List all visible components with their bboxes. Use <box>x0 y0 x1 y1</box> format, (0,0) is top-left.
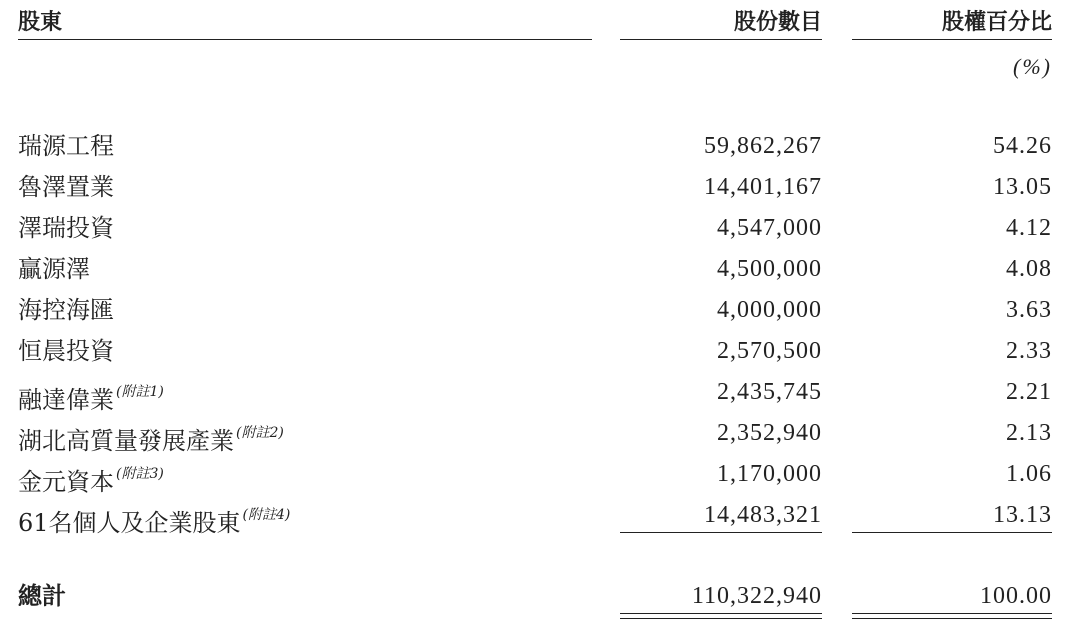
percentage-value: 2.33 <box>1006 338 1052 364</box>
shareholder-name: 贏源澤 <box>18 255 90 283</box>
shareholder-name: 澤瑞投資 <box>18 214 114 242</box>
shares-value: 59,862,267 <box>704 133 822 159</box>
shareholder-name: 魯澤置業 <box>18 173 114 201</box>
shareholder-name: 瑞源工程 <box>18 132 114 160</box>
shares-value: 4,000,000 <box>717 297 822 323</box>
table-row <box>0 497 1080 537</box>
table-row <box>0 210 1080 246</box>
footnote-reference: (附註1) <box>116 384 164 400</box>
footnote-reference: (附註4) <box>242 507 291 523</box>
percentage-value: 4.12 <box>1006 215 1052 241</box>
table-row <box>0 374 1080 414</box>
subtotal-rule-shares <box>620 532 822 533</box>
percentage-value: 13.05 <box>993 174 1052 200</box>
shares-value: 2,570,500 <box>717 338 822 364</box>
percentage-value: 2.21 <box>1006 379 1052 405</box>
shareholder-name: 融達偉業 $^{(附註1)}$ <box>18 384 164 414</box>
subtotal-rule-percentage <box>852 532 1052 533</box>
total-percentage-value: 100.00 <box>980 583 1052 609</box>
header-rule-shareholder <box>18 39 592 40</box>
shares-value: 2,435,745 <box>717 379 822 405</box>
shares-value: 4,500,000 <box>717 256 822 282</box>
total-shares-value: 110,322,940 <box>691 583 822 609</box>
percentage-value: 1.06 <box>1006 461 1052 487</box>
header-rule-shares <box>620 39 822 40</box>
total-row <box>0 578 1080 614</box>
shares-value: 2,352,940 <box>717 420 822 446</box>
total-double-rule-percentage <box>852 613 1052 619</box>
total-double-rule-shares <box>620 613 822 619</box>
shareholder-name: 61名個人及企業股東 $^{(附註4)}$ <box>18 507 291 537</box>
shares-value: 4,547,000 <box>717 215 822 241</box>
column-header-shareholder: 股東 <box>18 10 63 35</box>
shares-value: 14,401,167 <box>704 174 822 200</box>
footnote-reference: (附註2) <box>236 425 284 441</box>
percentage-value: 54.26 <box>993 133 1052 159</box>
footnote-reference: (附註3) <box>116 466 164 482</box>
percentage-unit: (%) <box>1013 54 1052 79</box>
table-row <box>0 292 1080 328</box>
shares-value: 1,170,000 <box>717 461 822 487</box>
table-row <box>0 415 1080 455</box>
table-row <box>0 251 1080 287</box>
table-row <box>0 128 1080 164</box>
percentage-value: 4.08 <box>1006 256 1052 282</box>
shareholder-name: 恒晨投資 <box>18 337 114 365</box>
table-row <box>0 333 1080 369</box>
percentage-value: 13.13 <box>993 502 1052 528</box>
total-label: 總計 <box>18 582 66 610</box>
column-header-shares: 股份數目 <box>733 10 822 35</box>
shareholder-name: 海控海匯 <box>18 296 114 324</box>
shares-value: 14,483,321 <box>704 502 822 528</box>
percentage-value: 2.13 <box>1006 420 1052 446</box>
shareholder-name: 湖北高質量發展產業 $^{(附註2)}$ <box>18 425 284 455</box>
table-row <box>0 169 1080 205</box>
shareholder-name: 金元資本 $^{(附註3)}$ <box>18 466 164 496</box>
percentage-value: 3.63 <box>1006 297 1052 323</box>
table-row <box>0 456 1080 496</box>
column-header-percentage: 股權百分比 <box>941 10 1052 35</box>
header-rule-percentage <box>852 39 1052 40</box>
